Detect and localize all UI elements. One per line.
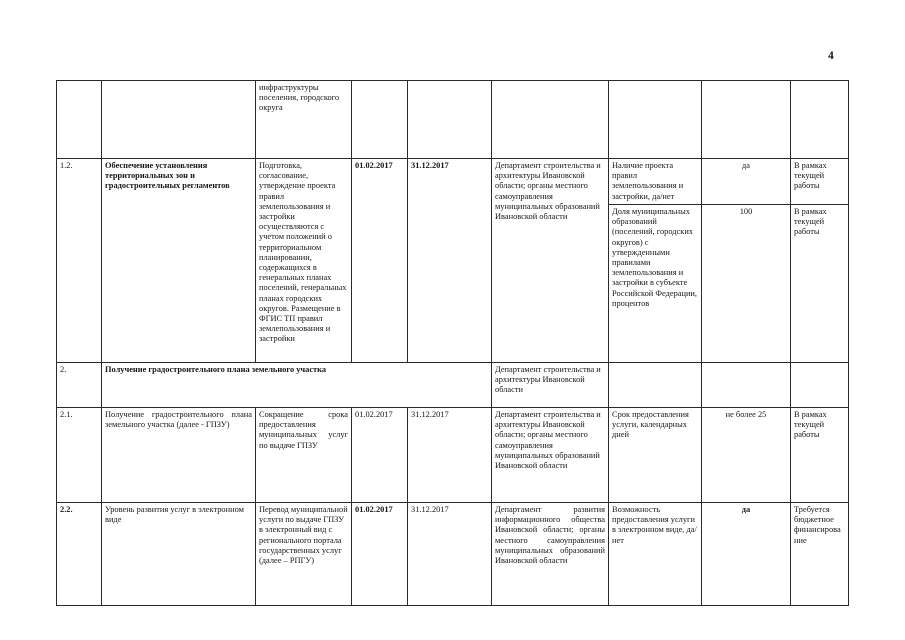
cell-start: 01.02.2017 (352, 408, 408, 503)
cell-value: 100 (702, 205, 791, 363)
cell-value: не более 25 (702, 408, 791, 503)
table-row-1-2 (57, 159, 849, 205)
cell-num: 2.1. (57, 408, 102, 503)
cell-num: 1.2. (57, 159, 102, 363)
cell-indicator: Срок предоставления услуги, календарных дней (609, 408, 702, 503)
cell-indicator: Наличие проекта правил землепользования и застройки, да/нет (609, 159, 702, 205)
cell-responsible: Департамент развития информационного общества Ивановской области; органы местного самоуправления муниципальных образований Ивановской области (492, 503, 609, 606)
table-row-2 (57, 363, 849, 408)
cell-num (57, 81, 102, 159)
cell-num: 2. (57, 363, 102, 408)
cell-start: 01.02.2017 (352, 159, 408, 363)
cell-responsible: Департамент строительства и архитектуры Ивановской области; органы местного самоуправления муниципальных образований Ивановской области (492, 408, 609, 503)
cell-event: Обеспечение установления территориальных зон и градостроительных регламентов (102, 159, 256, 363)
cell-value: да (702, 503, 791, 606)
cell-indicator (609, 363, 702, 408)
cell-event: Уровень развития услуг в электронном виде (102, 503, 256, 606)
cell-value: да (702, 159, 791, 205)
cell-value (702, 363, 791, 408)
cell-note: В рамках текущей работы (791, 408, 849, 503)
cell-indicator: Возможность предоставления услуги в электронном виде, да/нет (609, 503, 702, 606)
cell-num: 2.2. (57, 503, 102, 606)
cell-event (102, 81, 256, 159)
cell-responsible (492, 81, 609, 159)
cell-value (702, 81, 791, 159)
cell-note (791, 81, 849, 159)
cell-activity: Подготовка, согласование, утверждение проекта правил землепользования и застройки осуществляются с учетом положений о территориальном планировании, содержащихся в генеральных планах поселений, генеральных планах городских округов. Размещение в ФГИС ТП правил землепользования и застройки (256, 159, 352, 363)
cell-activity: инфраструктуры поселения, городского округа (256, 81, 352, 159)
cell-responsible: Департамент строительства и архитектуры Ивановской области (492, 363, 609, 408)
cell-note: В рамках текущей работы (791, 159, 849, 205)
cell-responsible: Департамент строительства и архитектуры Ивановской области; органы местного самоуправления муниципальных образований Ивановской области (492, 159, 609, 363)
table-row-2-1 (57, 408, 849, 503)
table-row-continuation (57, 81, 849, 159)
page-number: 4 (828, 50, 834, 62)
cell-event: Получение градостроительного плана земельного участка (далее - ГПЗУ) (102, 408, 256, 503)
cell-activity: Перевод муниципальной услуги по выдаче ГПЗУ в электронный вид с регионального портала государственных услуг (далее – РПГУ) (256, 503, 352, 606)
cell-note (791, 363, 849, 408)
roadmap-table (56, 80, 849, 606)
table-row-2-2 (57, 503, 849, 606)
cell-start: 01.02.2017 (352, 503, 408, 606)
cell-indicator (609, 81, 702, 159)
cell-note: В рамках текущей работы (791, 205, 849, 363)
cell-end (408, 81, 492, 159)
cell-indicator: Доля муниципальных образований (поселений, городских округов) с утвержденными правилами землепользования и застройки в субъекте Российской Федерации, процентов (609, 205, 702, 363)
cell-end: 31.12.2017 (408, 503, 492, 606)
cell-section-title: Получение градостроительного плана земельного участка (102, 363, 492, 408)
cell-note: Требуется бюджетное финансирование (791, 503, 849, 606)
cell-start (352, 81, 408, 159)
cell-activity: Сокращение срока предоставления муниципальных услуг по выдаче ГПЗУ (256, 408, 352, 503)
cell-end: 31.12.2017 (408, 408, 492, 503)
cell-end: 31.12.2017 (408, 159, 492, 363)
